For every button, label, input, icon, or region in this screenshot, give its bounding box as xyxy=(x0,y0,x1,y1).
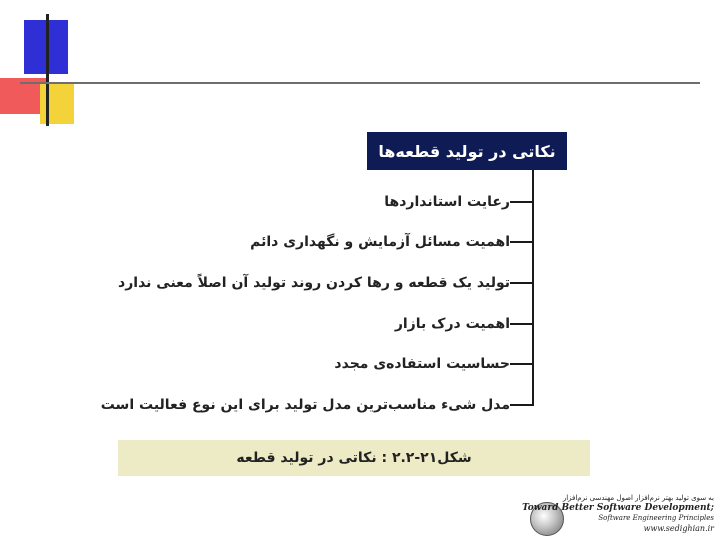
header-divider-line xyxy=(20,82,700,84)
logo-persian-text: به سوی تولید بهتر نرم‌افزار اصول مهندسی نرم‌افزار xyxy=(562,494,714,502)
tree-branch-6 xyxy=(510,404,532,406)
diagram-item-standards: رعایت استانداردها xyxy=(384,194,510,210)
diagram-item-market-understanding: اهمیت درک بازار xyxy=(394,316,510,332)
diagram-item-reuse-sensitivity: حساسیت استفاده‌ی مجدد xyxy=(334,356,510,372)
diagram-item-testing-maintenance: اهمیت مسائل آزمایش و نگهداری دائم xyxy=(250,234,510,250)
logo-url: www.sedighian.ir xyxy=(643,524,714,533)
figure-caption: شکل۲۱-۲.۲ : نکاتی در تولید قطعه xyxy=(118,440,590,476)
tree-branch-1 xyxy=(510,201,532,203)
logo-english-subtitle: Software Engineering Principles xyxy=(598,514,714,522)
tree-branch-2 xyxy=(510,241,532,243)
tree-branch-3 xyxy=(510,282,532,284)
footer-logo xyxy=(522,492,720,540)
diagram-item-continuous-production: تولید یک قطعه و رها کردن روند تولید آن اصلاً معنی ندارد xyxy=(118,275,510,291)
decor-vertical-line xyxy=(46,14,49,126)
tree-branch-5 xyxy=(510,363,532,365)
tree-branch-4 xyxy=(510,323,532,325)
diagram-title: نکاتی در تولید قطعه‌ها xyxy=(367,132,567,170)
logo-english-title: Toward Better Software Development; xyxy=(522,503,714,513)
diagram-item-object-model: مدل شیء مناسب‌ترین مدل تولید برای این نوع فعالیت است xyxy=(100,397,510,413)
tree-trunk-line xyxy=(532,170,534,406)
